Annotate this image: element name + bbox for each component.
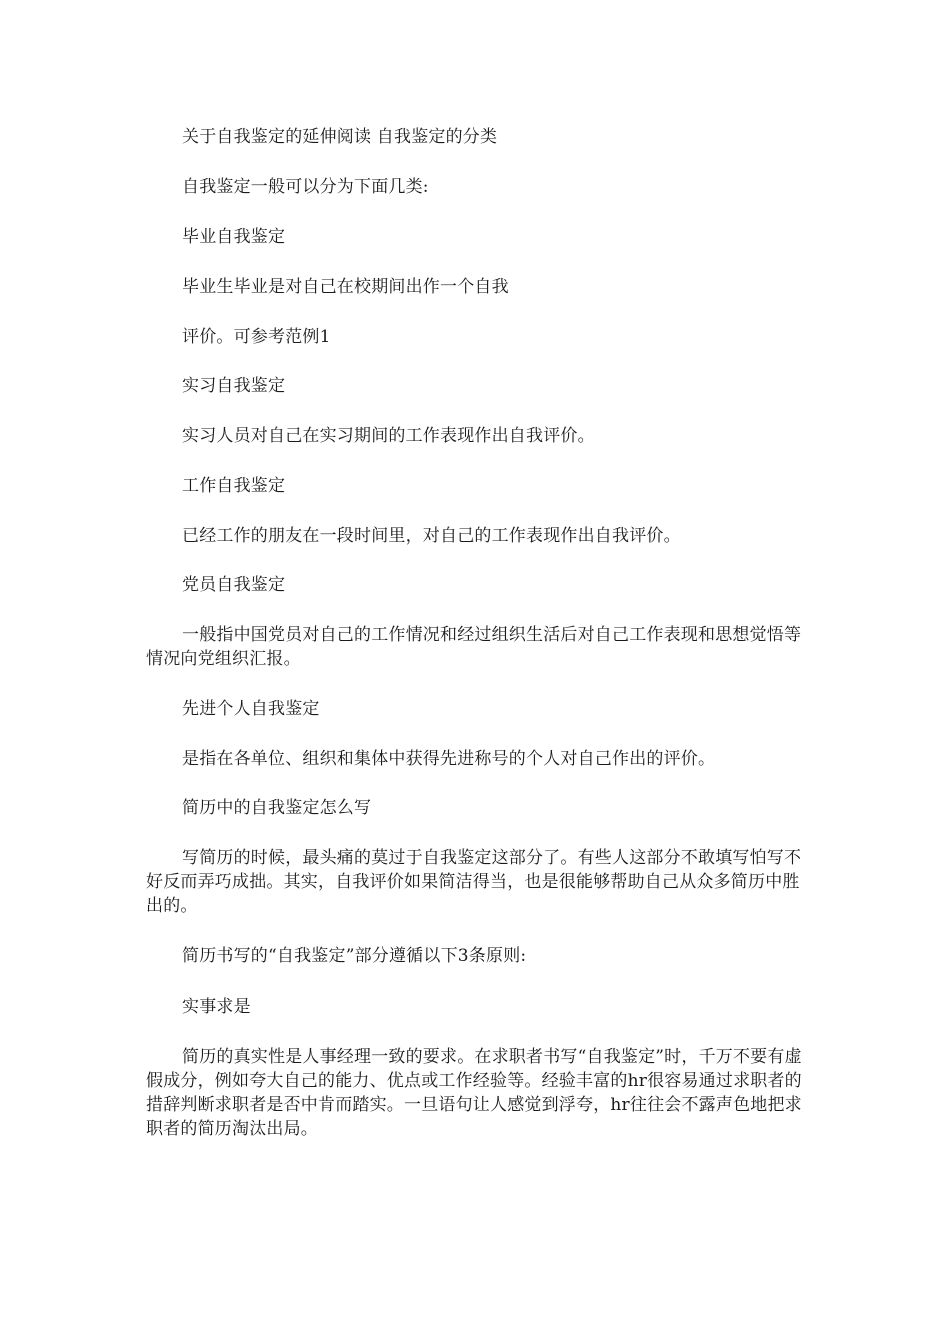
heading-graduation: 毕业自我鉴定 xyxy=(182,227,286,247)
paragraph-categories-intro: 自我鉴定一般可以分为下面几类: xyxy=(182,177,429,197)
paragraph-graduation-1: 毕业生毕业是对自己在校期间出作一个自我 xyxy=(182,277,509,297)
paragraph-extended-reading-title: 关于自我鉴定的延伸阅读 自我鉴定的分类 xyxy=(182,127,498,147)
paragraph-internship: 实习人员对自己在实习期间的工作表现作出自我评价。 xyxy=(182,426,595,446)
heading-truthfulness: 实事求是 xyxy=(182,997,251,1017)
paragraph-truthfulness: 简历的真实性是人事经理一致的要求。在求职者书写“自我鉴定”时，千万不要有虚假成分，例如夸大自己的能力、优点或工作经验等。经验丰富的hr很容易通过求职者的措辞判断求职者是否中肯而踏实。一旦语句让人感觉到浮夸，hr往往会不露声色地把求职者的简历淘汰出局。 xyxy=(146,1047,802,1139)
heading-internship: 实习自我鉴定 xyxy=(182,376,286,396)
paragraph-resume-difficulty: 写简历的时候，最头痛的莫过于自我鉴定这部分了。有些人这部分不敢填写怕写不好反而弄巧成拙。其实，自我评价如果简洁得当，也是很能够帮助自己从众多简历中胜出的。 xyxy=(146,848,802,916)
heading-work: 工作自我鉴定 xyxy=(182,476,286,496)
heading-advanced-individual: 先进个人自我鉴定 xyxy=(182,699,320,719)
heading-party-member: 党员自我鉴定 xyxy=(182,575,286,595)
paragraph-party-member: 一般指中国党员对自己的工作情况和经过组织生活后对自己工作表现和思想觉悟等情况向党组织汇报。 xyxy=(146,625,802,669)
heading-resume-self-assessment: 简历中的自我鉴定怎么写 xyxy=(182,798,372,818)
paragraph-graduation-2: 评价。可参考范例1 xyxy=(182,327,331,347)
paragraph-advanced-individual: 是指在各单位、组织和集体中获得先进称号的个人对自己作出的评价。 xyxy=(182,749,716,769)
paragraph-work: 已经工作的朋友在一段时间里，对自己的工作表现作出自我评价。 xyxy=(182,526,681,546)
paragraph-three-principles: 简历书写的“自我鉴定”部分遵循以下3条原则: xyxy=(182,946,527,966)
